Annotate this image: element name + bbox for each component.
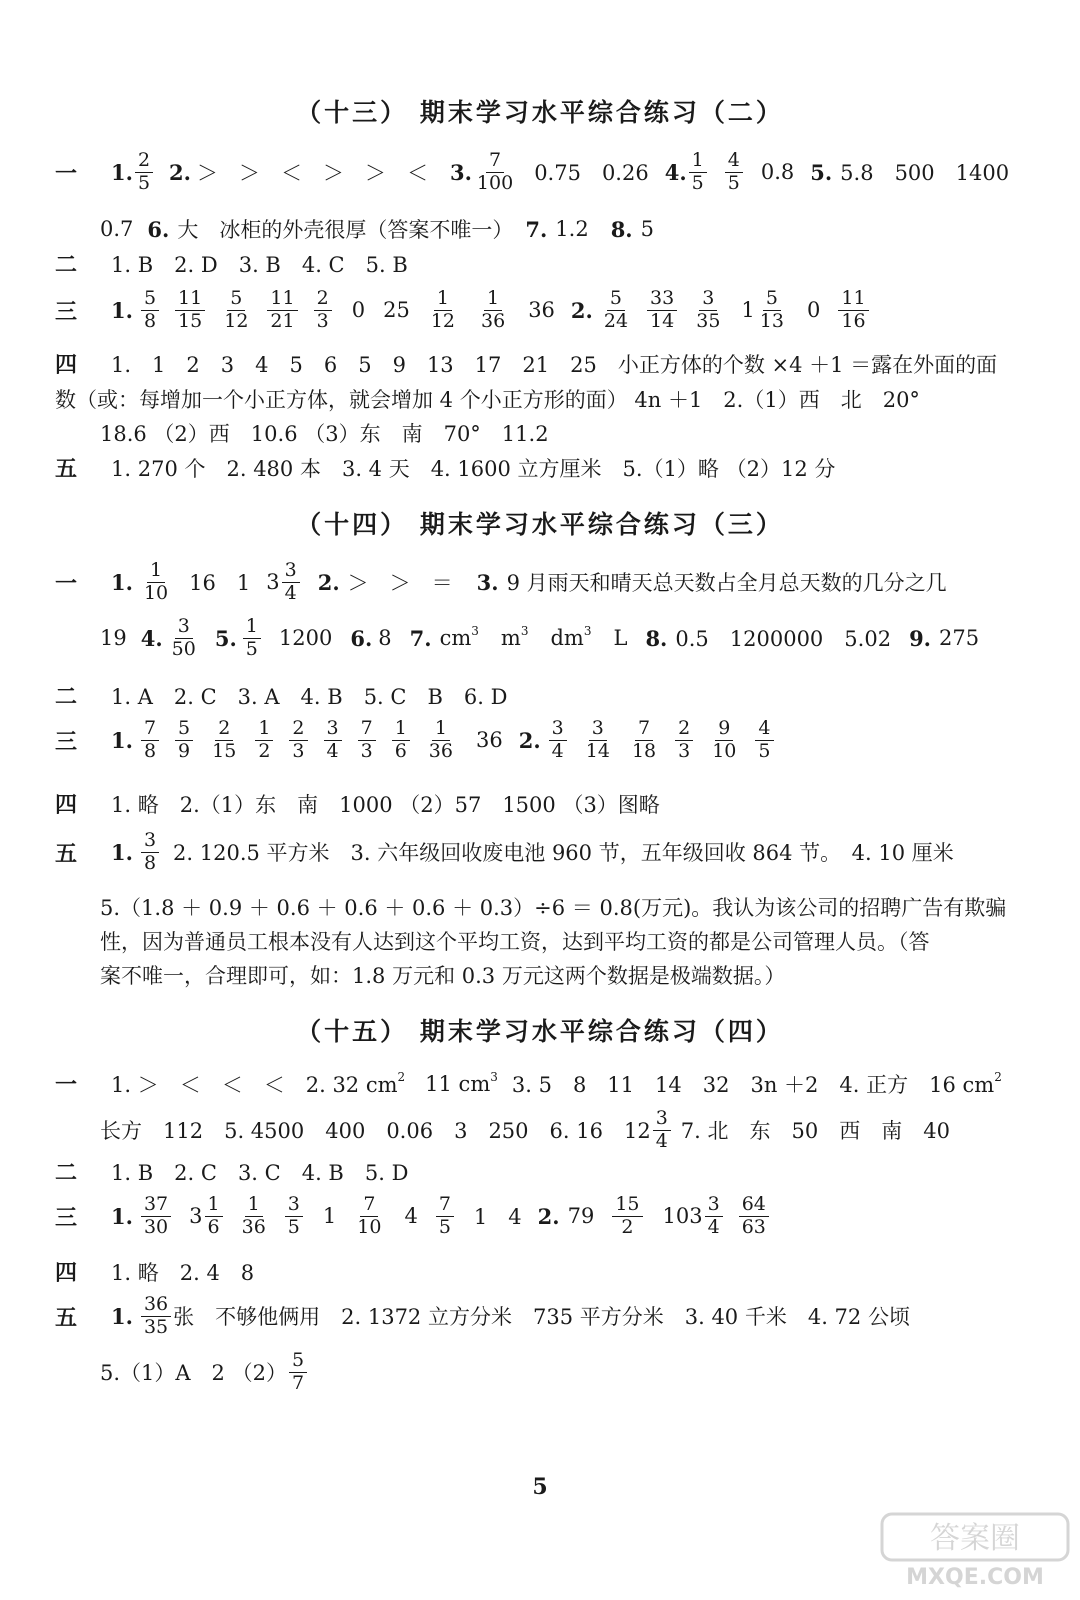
s14-line-5: 四 1. 略 2.（1）东 南 1000 （2）57 1500 （3）图略 — [55, 792, 660, 818]
s14-line-9: 案不唯一，合理即可，如：1.8 万元和 0.3 万元这两个数据是极端数据。） — [100, 964, 786, 988]
s13-line-7: 18.6 （2）西 10.6 （3）东 南 70° 11.2 — [100, 422, 549, 446]
watermark-logo — [880, 1510, 1070, 1590]
s15-line-2: 长方 112 5. 4500 400 0.06 3 250 6. 16 12 $\frac{3}{4}$ 7. 北 东 50 西 南 40 — [100, 1107, 950, 1152]
s14-line-4: 三 1. $\frac{7}{8}$ $\frac{5}{9}$ $\frac{2}{15}$ $\frac{1}{2}$ $\frac{2}{3}$ $\frac{3}{4}$ $\frac{7}{3}$ $\frac{1}{6}$ $\frac{1}{36}$ 36 2. $\frac{3}{4}$ $\frac{3}{14}$ $\frac{7}{18}$ $\frac{2}{3}$ $\frac{9}{10}$ $\frac{4}{5}$ — [55, 718, 776, 763]
section-15-title: （十五） 期末学习水平综合练习（四） — [296, 1017, 784, 1046]
page-number: 5 — [532, 1474, 548, 1500]
s15-line-4: 三 1. $\frac{37}{30}$ 3 $\frac{1}{6}$ $\frac{1}{36}$ $\frac{3}{5}$ 1 $\frac{7}{10}$ 4 $\frac{7}{5}$ 1 4 2. 79 $\frac{15}{2}$ 103 $\frac{3}{4}$ $\frac{64}{63}$ — [55, 1194, 771, 1239]
s13-line-6: 数（或：每增加一个小正方体，就会增加 4 个小正方形的面） 4n ＋1 2.（1）西 北 20° — [55, 388, 920, 412]
s14-line-2: 19 4. $\frac{3}{50}$ 5. $\frac{1}{5}$ 1200 6. 8 7. cm 3 m 3 dm 3 L 8. 0.5 1200000 5.02 9. 275 — [100, 615, 980, 660]
s15-line-7: 5.（1）A 2 （2） $\frac{5}{7}$ — [100, 1350, 309, 1395]
s14-line-3: 二 1. A 2. C 3. A 4. B 5. C B 6. D — [55, 684, 508, 710]
s13-line-3: 二 1. B 2. D 3. B 4. C 5. B — [55, 252, 408, 278]
s15-line-3: 二 1. B 2. C 3. C 4. B 5. D — [55, 1160, 409, 1186]
s14-line-7: 5.（1.8 ＋ 0.9 ＋ 0.6 ＋ 0.6 ＋ 0.6 ＋ 0.3）÷6 ＝ 0.8(万元)。我认为该公司的招聘广告有欺骗 — [100, 896, 1007, 920]
s15-line-1: 一 1. ＞ ＜ ＜ ＜ 2. 32 cm 2 11 cm 3 3. 5 8 11 14 32 3n ＋2 4. 正方 16 cm 2 — [55, 1069, 1002, 1098]
s14-line-6: 五 1. $\frac{3}{8}$ 2. 120.5 平方米 3. 六年级回收废电池 960 节，五年级回收 864 节。 4. 10 厘米 — [55, 829, 954, 874]
svg-text:答案圈: 答案圈 — [930, 1521, 1020, 1556]
s13-line-4: 三 1. $\frac{5}{8}$ $\frac{11}{15}$ $\frac{5}{12}$ $\frac{11}{21}$ $\frac{2}{3}$ 0 25 $\frac{1}{12}$ $\frac{1}{36}$ 36 2. $\frac{5}{24}$ $\frac{33}{14}$ $\frac{3}{35}$ 1 $\frac{5}{13}$ 0 $\frac{11}{16}$ — [55, 288, 871, 333]
s13-line-5: 四 1. 1 2 3 4 5 6 5 9 13 17 21 25 小正方体的个数 ×4 ＋1 ＝露在外面的面 — [55, 352, 998, 378]
s15-line-5: 四 1. 略 2. 4 8 — [55, 1260, 255, 1286]
section-13-title: （十三） 期末学习水平综合练习（二） — [296, 98, 784, 127]
section-14-title: （十四） 期末学习水平综合练习（三） — [296, 510, 784, 539]
s14-line-1: 一 1. $\frac{1}{10}$ 16 1 3 $\frac{3}{4}$ 2. ＞ ＞ ＝ 3. 9 月雨天和晴天总天数占全月总天数的几分之几 — [55, 559, 947, 604]
svg-text:MXQE.COM: MXQE.COM — [906, 1565, 1044, 1590]
s13-line-1: 一 1. $\frac{2}{5}$ 2. ＞ ＞ ＜ ＞ ＞ ＜ 3. $\frac{7}{100}$ 0.75 0.26 4. $\frac{1}{5}$ $\frac{4}{5}$ 0.8 5. 5.8 500 1400 — [55, 149, 1010, 194]
s14-line-8: 性，因为普通员工根本没有人达到这个平均工资，达到平均工资的都是公司管理人员。（答 — [100, 930, 930, 954]
s15-line-6: 五 1. $\frac{36}{35}$ 张 不够他俩用 2. 1372 立方分米 735 平方分米 3. 40 千米 4. 72 公顷 — [55, 1293, 910, 1338]
s13-line-8: 五 1. 270 个 2. 480 本 3. 4 天 4. 1600 立方厘米 5.（1）略 （2）12 分 — [55, 456, 836, 482]
fraction: $\frac{2}{5}$ — [135, 150, 153, 195]
s13-line-2: 0.7 6. 大 冰柜的外壳很厚（答案不唯一） 7. 1.2 8. 5 — [100, 216, 654, 242]
